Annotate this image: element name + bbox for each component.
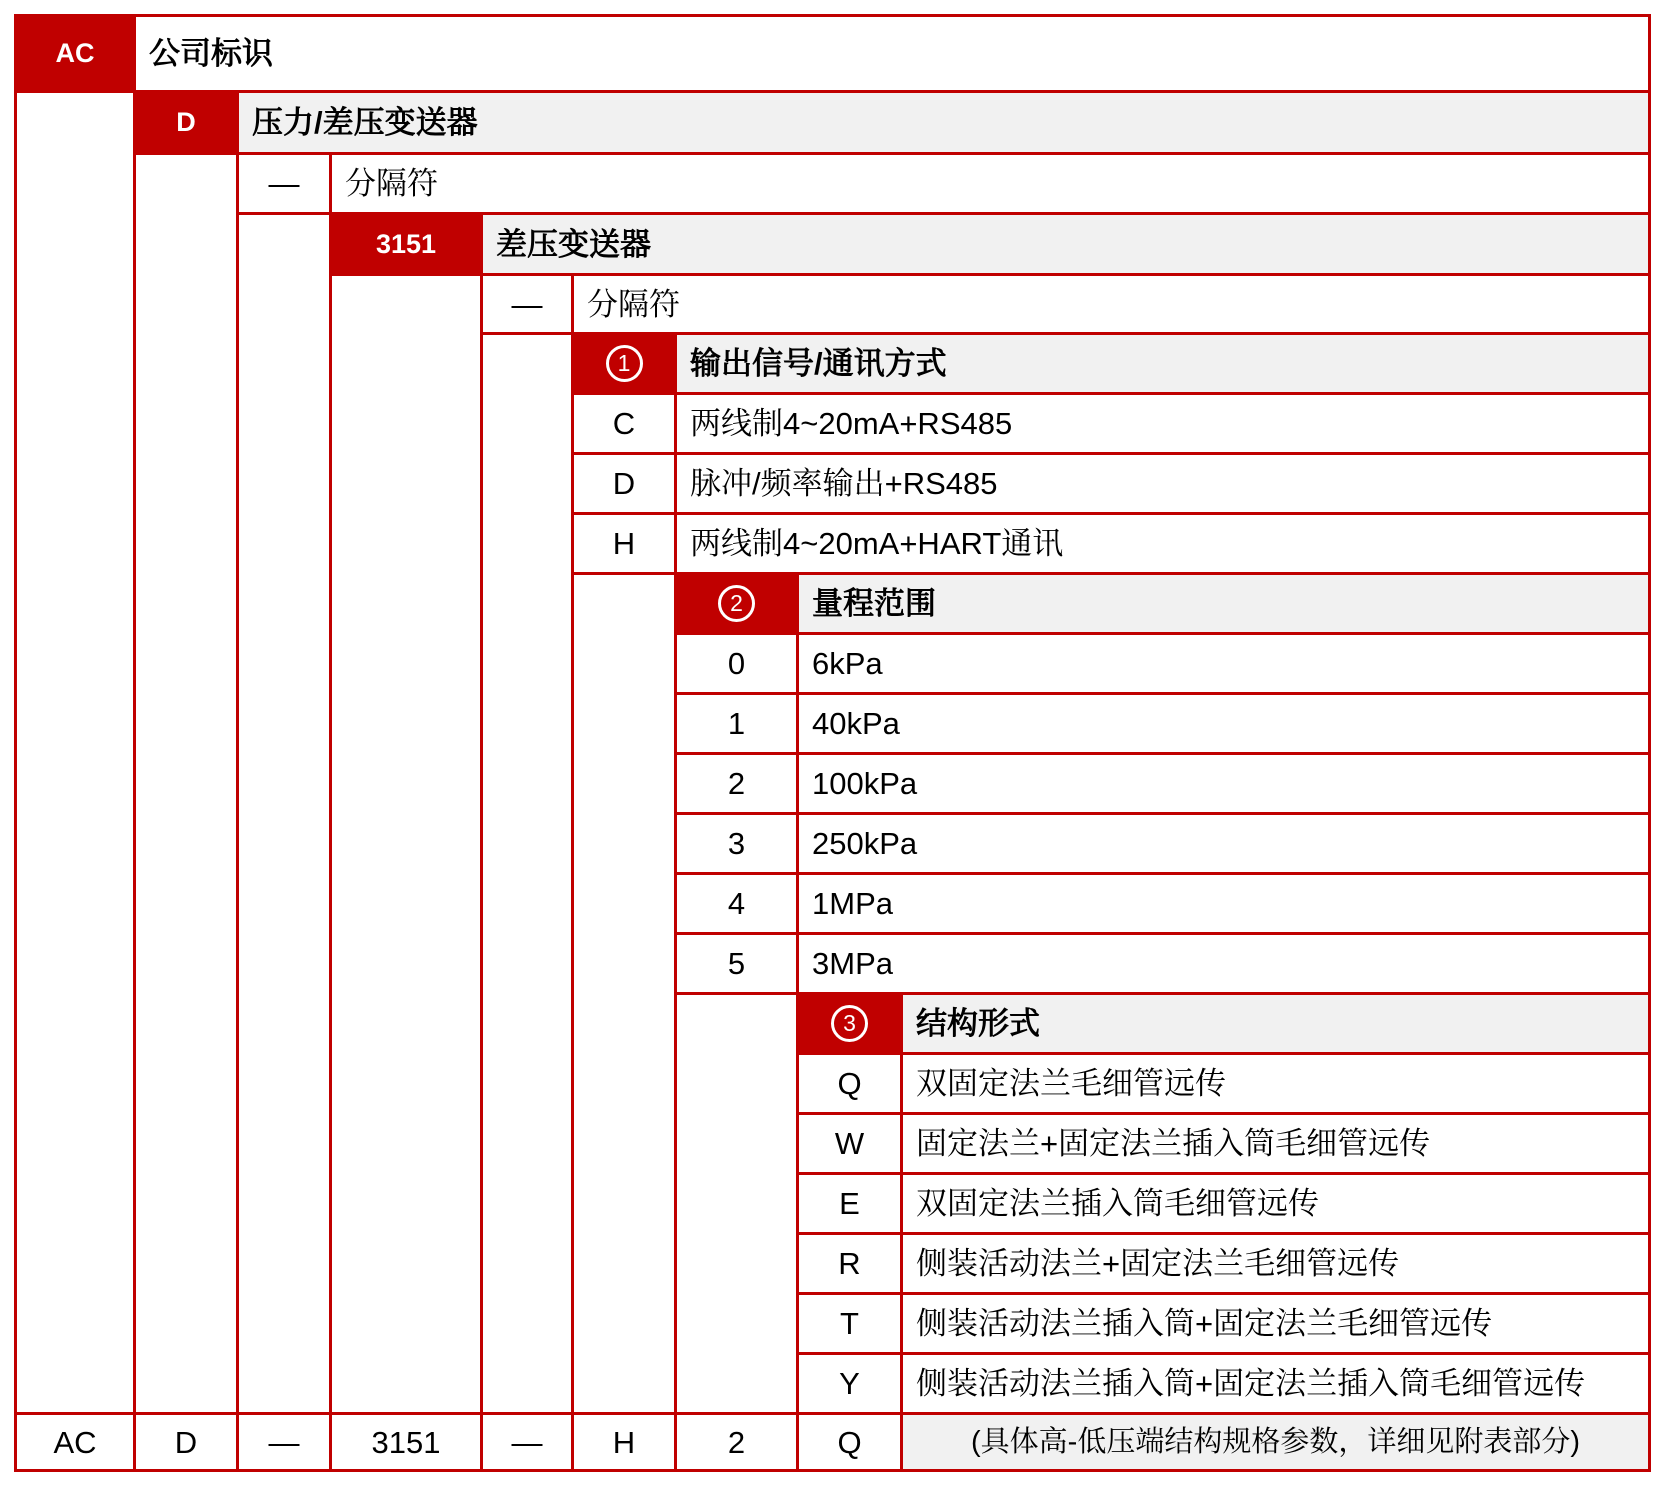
label-cell-structure-Q: 双固定法兰毛细管远传	[916, 1066, 1226, 1101]
label-cell-range-5: 3MPa	[812, 946, 893, 981]
grid-hline	[796, 1112, 1651, 1115]
example-cell-company: AC	[53, 1424, 97, 1460]
grid-hline	[14, 90, 1651, 93]
grid-hline	[571, 452, 1651, 455]
code-cell-company: AC	[14, 14, 136, 93]
grid-hline	[571, 392, 1651, 395]
example-note: (具体高-低压端结构规格参数，详细见附表部分)	[900, 1412, 1651, 1472]
grid-hline	[480, 332, 1651, 335]
label-cell-structure-R: 侧装活动法兰+固定法兰毛细管远传	[916, 1246, 1400, 1281]
label-cell-range-4: 1MPa	[812, 886, 893, 921]
code-cell-structure-T: T	[840, 1306, 859, 1341]
grid-hline	[674, 632, 1651, 635]
label-cell-model: 差压变送器	[483, 212, 1651, 276]
code-cell-structure-Y: Y	[839, 1366, 860, 1401]
grid-vline	[480, 212, 483, 1472]
grid-hline	[796, 1052, 1651, 1055]
grid-hline	[329, 273, 1651, 276]
grid-vline	[133, 14, 136, 1472]
grid-vline	[674, 332, 677, 1472]
label-cell-product: 压力/差压变送器	[239, 90, 1651, 155]
label-cell-range-3: 250kPa	[812, 826, 918, 861]
grid-vline	[1648, 14, 1651, 1472]
code-cell-structure-E: E	[839, 1186, 860, 1221]
example-cell-model: 3151	[371, 1424, 441, 1460]
circled-number-1-cell	[571, 332, 677, 395]
grid-hline	[14, 1469, 1651, 1472]
label-cell-separator-2: 分隔符	[587, 286, 680, 322]
example-cell-structure: Q	[837, 1424, 862, 1460]
circled-number-2-cell	[674, 572, 799, 635]
label-cell-structure-T: 侧装活动法兰插入筒+固定法兰毛细管远传	[916, 1306, 1493, 1341]
grid-vline	[571, 273, 574, 1472]
label-cell-signal-D: 脉冲/频率输出+RS485	[690, 466, 998, 501]
grid-hline	[674, 692, 1651, 695]
circled-number-3-icon: 3	[831, 1005, 868, 1042]
grid-hline	[674, 752, 1651, 755]
header-cell-range: 量程范围	[799, 572, 1651, 635]
code-cell-separator-2: —	[511, 286, 543, 322]
label-cell-structure-E: 双固定法兰插入筒毛细管远传	[916, 1186, 1319, 1221]
grid-hline	[236, 212, 1651, 215]
code-cell-range-4: 4	[727, 886, 746, 921]
grid-hline	[571, 572, 1651, 575]
label-cell-company: 公司标识	[149, 36, 273, 71]
header-cell-signal: 输出信号/通讯方式	[677, 332, 1651, 395]
code-cell-structure-R: R	[838, 1246, 861, 1281]
label-cell-range-2: 100kPa	[812, 766, 918, 801]
code-cell-range-0: 0	[727, 646, 746, 681]
code-cell-structure-W: W	[834, 1126, 865, 1161]
code-cell-signal-D: D	[612, 466, 636, 501]
label-cell-signal-C: 两线制4~20mA+RS485	[690, 406, 1013, 441]
grid-hline	[133, 152, 1651, 155]
header-cell-structure: 结构形式	[903, 992, 1651, 1055]
example-cell-signal: H	[612, 1424, 636, 1460]
grid-hline	[674, 872, 1651, 875]
code-cell-signal-C: C	[612, 406, 636, 441]
grid-hline	[571, 512, 1651, 515]
grid-hline	[796, 1172, 1651, 1175]
grid-hline	[796, 1232, 1651, 1235]
label-cell-range-0: 6kPa	[812, 646, 883, 681]
grid-vline	[900, 992, 903, 1472]
grid-hline	[796, 1352, 1651, 1355]
example-cell-range: 2	[727, 1424, 746, 1460]
code-cell-structure-Q: Q	[837, 1066, 862, 1101]
label-cell-structure-W: 固定法兰+固定法兰插入筒毛细管远传	[916, 1126, 1431, 1161]
code-cell-range-3: 3	[727, 826, 746, 861]
circled-number-3-cell	[796, 992, 903, 1055]
example-cell-product: D	[174, 1424, 198, 1460]
grid-vline	[236, 90, 239, 1472]
grid-hline	[674, 992, 1651, 995]
label-cell-structure-Y: 侧装活动法兰插入筒+固定法兰插入筒毛细管远传	[916, 1366, 1586, 1401]
label-cell-range-1: 40kPa	[812, 706, 900, 741]
grid-vline	[14, 14, 17, 1472]
grid-hline	[14, 1412, 1651, 1415]
grid-hline	[14, 14, 1651, 17]
grid-hline	[674, 932, 1651, 935]
circled-number-1-icon: 1	[606, 345, 643, 382]
code-cell-range-1: 1	[727, 706, 746, 741]
code-cell-signal-H: H	[612, 526, 636, 561]
label-cell-signal-H: 两线制4~20mA+HART通讯	[690, 526, 1064, 561]
example-cell-separator-2: —	[511, 1424, 543, 1460]
code-cell-model: 3151	[329, 212, 483, 276]
code-cell-product: D	[133, 90, 239, 155]
label-cell-separator-1: 分隔符	[345, 166, 438, 201]
code-cell-separator-1: —	[268, 166, 300, 201]
grid-vline	[796, 572, 799, 1472]
code-cell-range-5: 5	[727, 946, 746, 981]
grid-vline	[329, 152, 332, 1472]
circled-number-2-icon: 2	[718, 585, 755, 622]
grid-hline	[796, 1292, 1651, 1295]
code-cell-range-2: 2	[727, 766, 746, 801]
grid-hline	[674, 812, 1651, 815]
example-cell-separator-1: —	[268, 1424, 300, 1460]
